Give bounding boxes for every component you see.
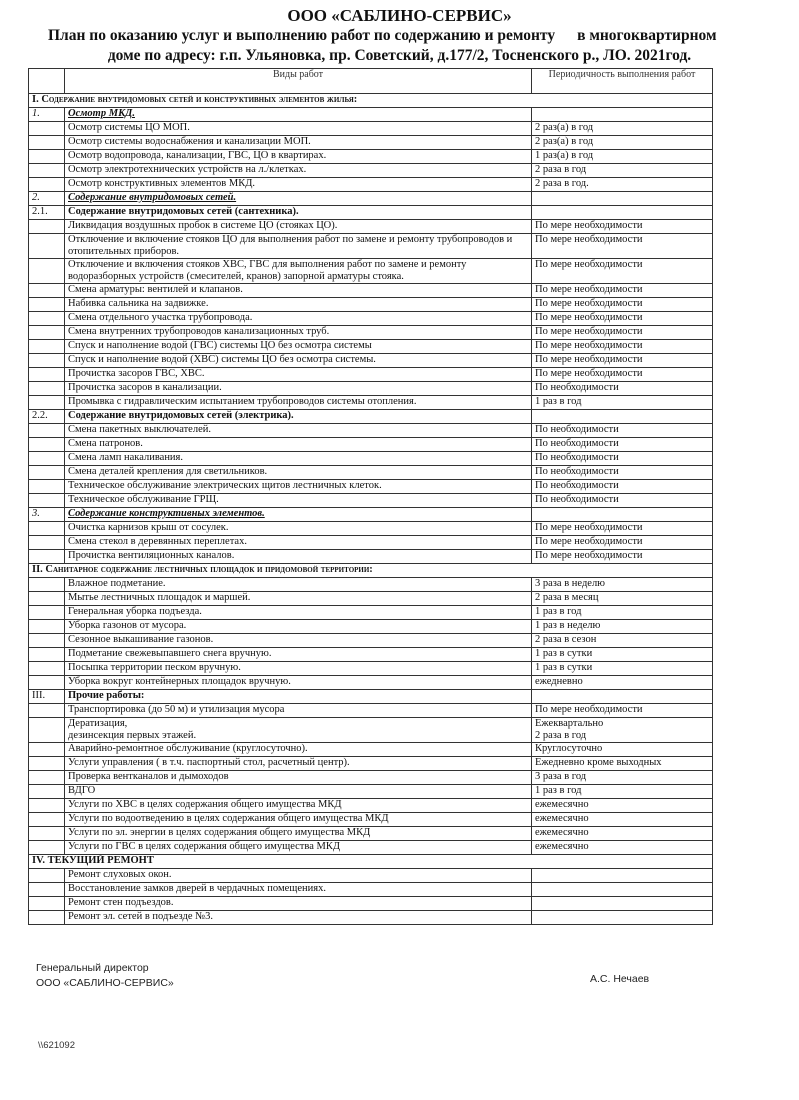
row-number-cell [29, 122, 65, 136]
work-cell: Смена арматуры: вентилей и клапанов. [65, 284, 532, 298]
table-row [29, 122, 713, 136]
period-cell: По мере необходимости [532, 550, 713, 564]
period-cell: 2 раза в месяц [532, 592, 713, 606]
work-cell: Ремонт стен подъездов. [65, 897, 532, 911]
work-cell: Осмотр системы водоснабжения и канализации МОП. [65, 136, 532, 150]
period-cell: По необходимости [532, 382, 713, 396]
work-cell: Генеральная уборка подъезда. [65, 606, 532, 620]
table-row [29, 911, 713, 925]
row-number-cell [29, 494, 65, 508]
table-row [29, 452, 713, 466]
table-row [29, 718, 713, 743]
row-number-cell [29, 883, 65, 897]
table-row [29, 676, 713, 690]
table-row [29, 368, 713, 382]
work-cell: Ремонт эл. сетей в подъезде №3. [65, 911, 532, 925]
work-cell: Смена деталей крепления для светильников. [65, 466, 532, 480]
work-cell: Смена ламп накаливания. [65, 452, 532, 466]
work-cell: ВДГО [65, 785, 532, 799]
row-number-cell [29, 648, 65, 662]
subsection-number: 2.1. [29, 206, 65, 220]
row-number-cell [29, 424, 65, 438]
period-cell: ежедневно [532, 676, 713, 690]
row-number-cell [29, 480, 65, 494]
work-cell: Отключение и включения стояков ХВС, ГВС для выполнения работ по замене и ремонту водоразборных устройств (смесителей, кранов) запорной арматуры стояка. [65, 259, 532, 284]
work-cell: Сезонное выкашивание газонов. [65, 634, 532, 648]
row-number-cell [29, 771, 65, 785]
table-row [29, 883, 713, 897]
table-row [29, 340, 713, 354]
work-cell: Отключение и включение стояков ЦО для выполнения работ по замене и ремонту трубопроводов и отопительных приборов. [65, 234, 532, 259]
row-number-cell [29, 396, 65, 410]
row-number-cell [29, 259, 65, 284]
subsection-row [29, 508, 713, 522]
period-cell: 3 раза в год [532, 771, 713, 785]
period-cell: По мере необходимости [532, 326, 713, 340]
header-period-cell: Периодичность выполнения работ [532, 69, 713, 94]
work-cell: Смена стекол в деревянных переплетах. [65, 536, 532, 550]
section-row [29, 564, 713, 578]
table-row [29, 869, 713, 883]
work-cell: Ремонт слуховых окон. [65, 869, 532, 883]
period-cell: По мере необходимости [532, 312, 713, 326]
period-cell: 2 раз(а) в год [532, 122, 713, 136]
row-number-cell [29, 368, 65, 382]
row-number-cell [29, 799, 65, 813]
table-row [29, 785, 713, 799]
table-row [29, 813, 713, 827]
works-table [28, 68, 713, 925]
period-cell: 2 раза в год [532, 164, 713, 178]
work-cell: Мытье лестничных площадок и маршей. [65, 592, 532, 606]
work-cell: Услуги по ХВС в целях содержания общего имущества МКД [65, 799, 532, 813]
table-row [29, 259, 713, 284]
period-cell: 1 раз в сутки [532, 648, 713, 662]
row-number-cell [29, 841, 65, 855]
table-row [29, 466, 713, 480]
document-id: \\621092 [38, 1040, 75, 1051]
period-cell: По необходимости [532, 466, 713, 480]
row-number-cell [29, 354, 65, 368]
table-row [29, 284, 713, 298]
table-row [29, 606, 713, 620]
table-row [29, 634, 713, 648]
period-cell: По мере необходимости [532, 298, 713, 312]
work-cell: Осмотр системы ЦО МОП. [65, 122, 532, 136]
row-number-cell [29, 220, 65, 234]
table-row [29, 220, 713, 234]
table-row [29, 827, 713, 841]
subsection-title: Содержание внутридомовых сетей (сантехника). [65, 206, 532, 220]
row-number-cell [29, 382, 65, 396]
table-row [29, 480, 713, 494]
plan-title-part-a: План по оказанию услуг и выполнению работ по содержанию и ремонту [48, 27, 556, 44]
table-row [29, 662, 713, 676]
work-cell: Прочистка засоров ГВС, ХВС. [65, 368, 532, 382]
period-cell [532, 897, 713, 911]
signature-name: А.С. Нечаев [590, 973, 650, 985]
work-cell: Прочистка засоров в канализации. [65, 382, 532, 396]
table-row [29, 494, 713, 508]
table-row [29, 578, 713, 592]
table-row [29, 354, 713, 368]
plan-title-line2: доме по адресу: г.п. Ульяновка, пр. Советский, д.177/2, Тосненского р., ЛО. 2021год. [107, 47, 692, 64]
period-cell: 2 раз(а) в год [532, 136, 713, 150]
subsection-title: Осмотр МКД. [65, 108, 532, 122]
row-number-cell [29, 578, 65, 592]
period-cell: 1 раз в год [532, 606, 713, 620]
subsection-row [29, 206, 713, 220]
period-cell: По мере необходимости [532, 704, 713, 718]
table-row [29, 648, 713, 662]
table-row [29, 164, 713, 178]
work-cell: Промывка с гидравлическим испытанием трубопроводов системы отопления. [65, 396, 532, 410]
period-cell: По необходимости [532, 424, 713, 438]
subsection-number: 3. [29, 508, 65, 522]
table-row [29, 326, 713, 340]
work-cell: Дератизация, дезинсекция первых этажей. [65, 718, 532, 743]
subsection-title: Содержание внутридомовых сетей. [65, 192, 532, 206]
table-row [29, 312, 713, 326]
period-cell: По необходимости [532, 438, 713, 452]
row-number-cell [29, 743, 65, 757]
table-row [29, 234, 713, 259]
row-number-cell [29, 827, 65, 841]
row-number-cell [29, 550, 65, 564]
subsection-period-cell [532, 508, 713, 522]
subsection-row [29, 410, 713, 424]
table-row [29, 136, 713, 150]
work-cell: Услуги по ГВС в целях содержания общего имущества МКД [65, 841, 532, 855]
row-number-cell [29, 466, 65, 480]
signature-company: ООО «САБЛИНО-СЕРВИС» [36, 977, 174, 989]
table-row [29, 897, 713, 911]
table-row [29, 536, 713, 550]
period-cell: 2 раза в год. [532, 178, 713, 192]
work-cell: Осмотр электротехнических устройств на л./клетках. [65, 164, 532, 178]
table-row [29, 743, 713, 757]
row-number-cell [29, 662, 65, 676]
table-row [29, 438, 713, 452]
period-cell: Ежеквартально 2 раза в год [532, 718, 713, 743]
row-number-cell [29, 592, 65, 606]
work-cell: Осмотр конструктивных элементов МКД. [65, 178, 532, 192]
plan-title-part-b: в многоквартирном [577, 27, 717, 44]
subsection-period-cell [532, 108, 713, 122]
period-cell: 3 раза в неделю [532, 578, 713, 592]
row-number-cell [29, 178, 65, 192]
period-cell: По мере необходимости [532, 354, 713, 368]
period-cell: 1 раз в год [532, 785, 713, 799]
work-cell: Спуск и наполнение водой (ГВС) системы ЦО без осмотра системы [65, 340, 532, 354]
table-row [29, 150, 713, 164]
period-cell: 1 раз в сутки [532, 662, 713, 676]
table-row [29, 550, 713, 564]
table-row [29, 424, 713, 438]
table-row [29, 771, 713, 785]
work-cell: Восстановление замков дверей в чердачных помещениях. [65, 883, 532, 897]
work-cell: Очистка карнизов крыш от сосулек. [65, 522, 532, 536]
table-row [29, 799, 713, 813]
row-number-cell [29, 438, 65, 452]
period-cell: По мере необходимости [532, 220, 713, 234]
period-cell: По мере необходимости [532, 259, 713, 284]
work-cell: Смена внутренних трубопроводов канализационных труб. [65, 326, 532, 340]
period-cell: По мере необходимости [532, 284, 713, 298]
period-cell: По мере необходимости [532, 234, 713, 259]
work-cell: Уборка вокруг контейнерных площадок вручную. [65, 676, 532, 690]
work-cell: Прочистка вентиляционных каналов. [65, 550, 532, 564]
row-number-cell [29, 284, 65, 298]
row-number-cell [29, 298, 65, 312]
company-title: ООО «САБЛИНО-СЕРВИС» [287, 6, 512, 25]
work-cell: Услуги по эл. энергии в целях содержания общего имущества МКД [65, 827, 532, 841]
period-cell [532, 911, 713, 925]
row-number-cell [29, 150, 65, 164]
row-number-cell [29, 522, 65, 536]
subsection-title: Содержание внутридомовых сетей (электрика). [65, 410, 532, 424]
work-cell: Проверка вентканалов и дымоходов [65, 771, 532, 785]
row-number-cell [29, 718, 65, 743]
subsection-row [29, 108, 713, 122]
subsection-title: Содержание конструктивных элементов. [65, 508, 532, 522]
work-cell: Смена отдельного участка трубопровода. [65, 312, 532, 326]
subsection-row [29, 690, 713, 704]
section-title: II. Санитарное содержание лестничных площадок и придомовой территории: [29, 564, 713, 578]
period-cell: 1 раз в год [532, 396, 713, 410]
signature-position: Генеральный директор [36, 962, 149, 974]
row-number-cell [29, 757, 65, 771]
row-number-cell [29, 704, 65, 718]
period-cell [532, 869, 713, 883]
work-cell: Техническое обслуживание электрических щитов лестничных клеток. [65, 480, 532, 494]
work-cell: Смена патронов. [65, 438, 532, 452]
row-number-cell [29, 676, 65, 690]
work-cell: Набивка сальника на задвижке. [65, 298, 532, 312]
work-cell: Уборка газонов от мусора. [65, 620, 532, 634]
table-row [29, 298, 713, 312]
section-row [29, 855, 713, 869]
period-cell: По мере необходимости [532, 536, 713, 550]
period-cell: По мере необходимости [532, 522, 713, 536]
header-work-cell: Виды работ [65, 69, 532, 94]
table-row [29, 841, 713, 855]
header-num-cell [29, 69, 65, 94]
table-row [29, 178, 713, 192]
period-cell: ежемесячно [532, 799, 713, 813]
section-title: IV. ТЕКУЩИЙ РЕМОНТ [29, 855, 713, 869]
row-number-cell [29, 234, 65, 259]
period-cell: ежемесячно [532, 827, 713, 841]
work-cell: Аварийно-ремонтное обслуживание (круглосуточно). [65, 743, 532, 757]
row-number-cell [29, 785, 65, 799]
work-cell: Смена пакетных выключателей. [65, 424, 532, 438]
period-cell: Ежедневно кроме выходных [532, 757, 713, 771]
row-number-cell [29, 536, 65, 550]
row-number-cell [29, 897, 65, 911]
work-cell: Посыпка территории песком вручную. [65, 662, 532, 676]
work-cell: Подметание свежевыпавшего снега вручную. [65, 648, 532, 662]
subsection-number: III. [29, 690, 65, 704]
subsection-period-cell [532, 410, 713, 424]
row-number-cell [29, 813, 65, 827]
table-row [29, 396, 713, 410]
section-row [29, 94, 713, 108]
subsection-row [29, 192, 713, 206]
row-number-cell [29, 136, 65, 150]
plan-title-line1 [48, 27, 748, 45]
work-cell: Услуги по водоотведению в целях содержания общего имущества МКД [65, 813, 532, 827]
work-cell: Осмотр водопровода, канализации, ГВС, ЦО в квартирах. [65, 150, 532, 164]
period-cell: По необходимости [532, 494, 713, 508]
period-cell: По необходимости [532, 452, 713, 466]
row-number-cell [29, 164, 65, 178]
subsection-number: 1. [29, 108, 65, 122]
section-title: I. Содержание внутридомовых сетей и конструктивных элементов жилья: [29, 94, 713, 108]
work-cell: Ликвидация воздушных пробок в системе ЦО (стояках ЦО). [65, 220, 532, 234]
work-cell: Транспортировка (до 50 м) и утилизация мусора [65, 704, 532, 718]
period-cell [532, 883, 713, 897]
row-number-cell [29, 326, 65, 340]
period-cell: По необходимости [532, 480, 713, 494]
period-cell: 1 раз(а) в год [532, 150, 713, 164]
row-number-cell [29, 869, 65, 883]
subsection-number: 2.2. [29, 410, 65, 424]
period-cell: ежемесячно [532, 813, 713, 827]
table-row [29, 592, 713, 606]
period-cell: Круглосуточно [532, 743, 713, 757]
table-row [29, 757, 713, 771]
work-cell: Услуги управления ( в т.ч. паспортный стол, расчетный центр). [65, 757, 532, 771]
work-cell: Техническое обслуживание ГРЩ. [65, 494, 532, 508]
row-number-cell [29, 620, 65, 634]
row-number-cell [29, 452, 65, 466]
table-header-row [29, 69, 713, 94]
table-row [29, 522, 713, 536]
subsection-period-cell [532, 192, 713, 206]
period-cell: По мере необходимости [532, 340, 713, 354]
period-cell: ежемесячно [532, 841, 713, 855]
table-row [29, 382, 713, 396]
period-cell: 2 раза в сезон [532, 634, 713, 648]
table-row [29, 620, 713, 634]
period-cell: 1 раз в неделю [532, 620, 713, 634]
row-number-cell [29, 340, 65, 354]
subsection-period-cell [532, 690, 713, 704]
row-number-cell [29, 634, 65, 648]
row-number-cell [29, 312, 65, 326]
row-number-cell [29, 606, 65, 620]
row-number-cell [29, 911, 65, 925]
subsection-number: 2. [29, 192, 65, 206]
subsection-period-cell [532, 206, 713, 220]
subsection-title: Прочие работы: [65, 690, 532, 704]
work-cell: Спуск и наполнение водой (ХВС) системы ЦО без осмотра системы. [65, 354, 532, 368]
work-cell: Влажное подметание. [65, 578, 532, 592]
table-row [29, 704, 713, 718]
period-cell: По мере необходимости [532, 368, 713, 382]
